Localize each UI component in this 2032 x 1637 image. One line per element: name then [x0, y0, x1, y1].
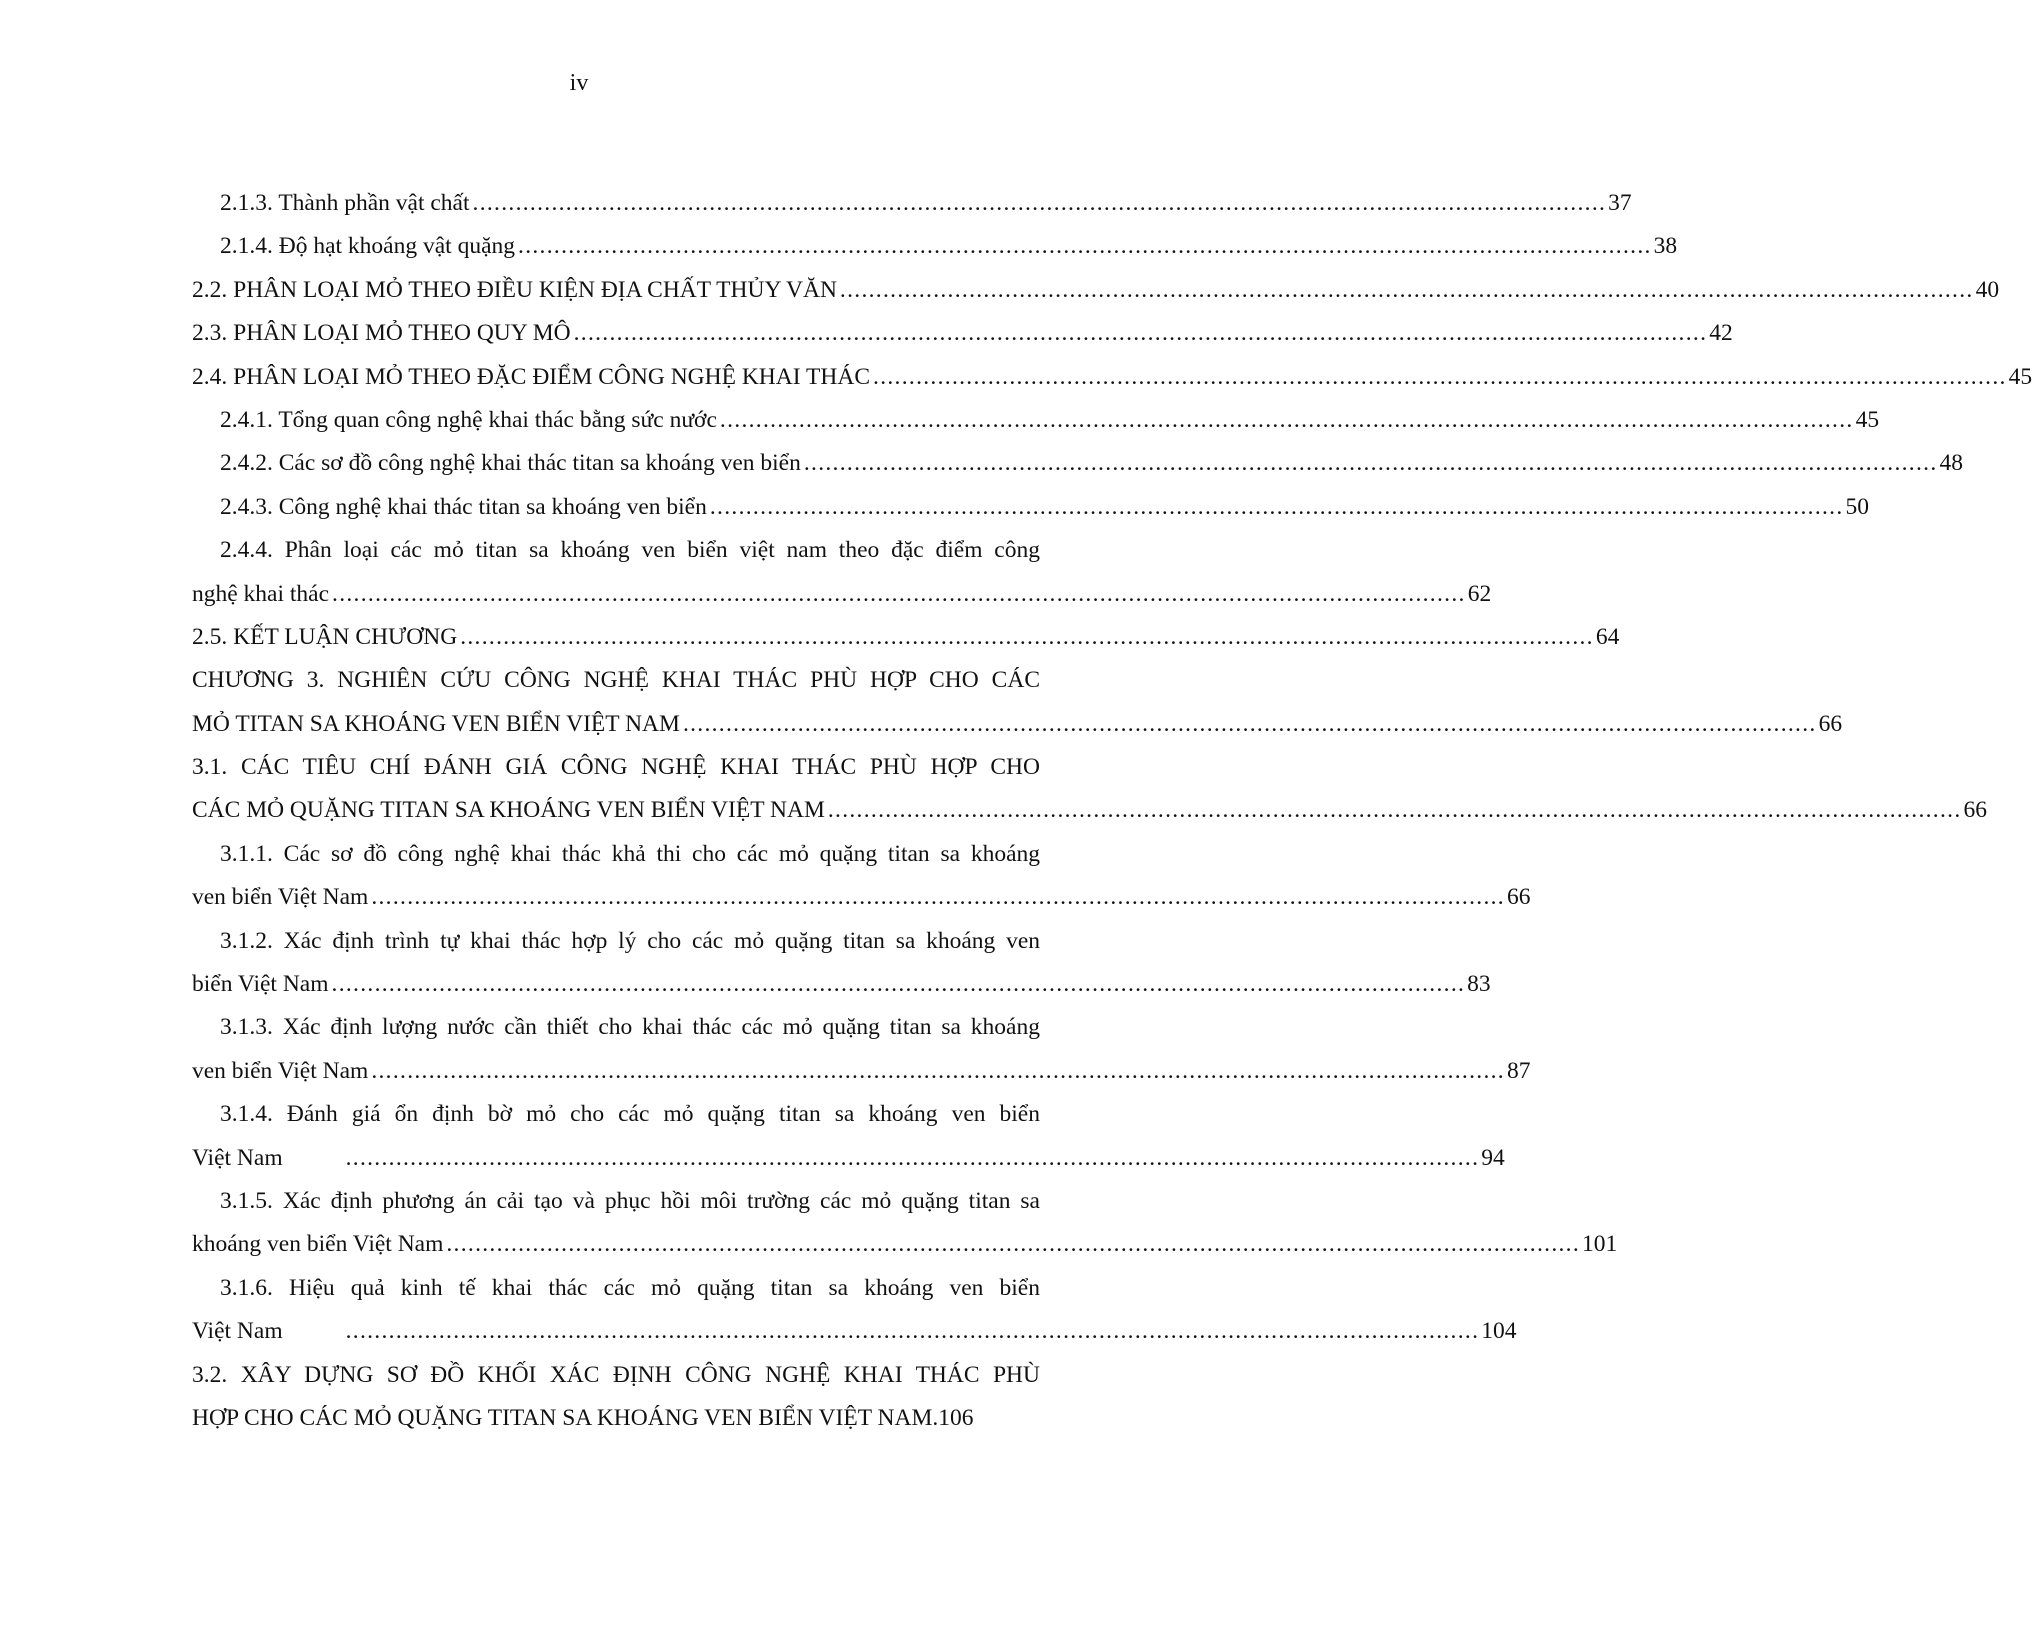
toc-entry-label: khoáng ven biển Việt Nam — [192, 1231, 444, 1258]
toc-entry-first-line[interactable]: 3.1.4. Đánh giá ổn định bờ mỏ cho các mỏ quặng titan sa khoáng ven biển — [220, 1101, 1040, 1128]
toc-entry-label: nghệ khai thác — [192, 580, 330, 607]
toc-entry-page: 45 — [2008, 363, 2032, 390]
dot-leader: .............................................................................................................................................................. — [371, 884, 1505, 911]
dot-leader: .............................................................................................................................................................. — [803, 450, 1938, 477]
toc-entry-page: 37 — [1608, 190, 1632, 216]
toc-entry-label: CÁC MỎ QUẶNG TITAN SA KHOÁNG VEN BIỂN VIỆT NAM — [192, 797, 825, 824]
dot-leader: .............................................................................................................................................................. — [518, 233, 1652, 260]
toc-entry-page: 94 — [1481, 1144, 1505, 1171]
toc-entry-label: 2.3. PHÂN LOẠI MỎ THEO QUY MÔ — [192, 320, 571, 347]
toc-entry-page: 87 — [1506, 1057, 1531, 1084]
dot-leader: .............................................................................................................................................................. — [331, 971, 1466, 998]
dot-leader: .............................................................................................................................................................. — [839, 276, 1974, 303]
toc-entry-page: 48 — [1939, 450, 1964, 477]
toc-entry-page: 101 — [1582, 1231, 1618, 1258]
toc-entry-label: 2.4.1. Tổng quan công nghệ khai thác bằng sức nước — [220, 406, 717, 433]
toc-entry[interactable] — [192, 573, 1492, 616]
toc-entry-page: 66 — [1963, 797, 1988, 824]
toc-entry-page: 42 — [1709, 320, 1733, 347]
toc-entry[interactable] — [192, 399, 1880, 442]
toc-entry[interactable] — [192, 356, 2032, 399]
toc-entry-page: 64 — [1595, 623, 1620, 650]
dot-leader: .............................................................................................................................................................. — [472, 190, 1607, 216]
dot-leader: .............................................................................................................................................................. — [345, 1318, 1480, 1345]
dot-leader: .............................................................................................................................................................. — [682, 710, 1817, 737]
toc-entry-label: ven biển Việt Nam — [192, 884, 369, 911]
toc-entry-label: MỎ TITAN SA KHOÁNG VEN BIỂN VIỆT NAM — [192, 710, 680, 737]
dot-leader: .............................................................................................................................................................. — [446, 1231, 1581, 1258]
toc-entry-label: Việt Nam — [192, 1144, 283, 1171]
dot-leader: .............................................................................................................................................................. — [719, 406, 1854, 433]
toc-entry[interactable] — [192, 1137, 1505, 1180]
toc-entry[interactable] — [192, 876, 1531, 919]
toc-entry-first-line[interactable]: CHƯƠNG 3. NGHIÊN CỨU CÔNG NGHỆ KHAI THÁC PHÙ HỢP CHO CÁC — [192, 667, 1040, 694]
toc-entry-page: 66 — [1818, 710, 1843, 737]
dot-leader: .............................................................................................................................................................. — [371, 1057, 1505, 1084]
toc-entry-page: .106 — [932, 1404, 974, 1431]
toc-entry[interactable] — [192, 486, 1870, 529]
toc-entry[interactable] — [192, 182, 1632, 225]
toc-entry-first-line[interactable]: 3.2. XÂY DỰNG SƠ ĐỒ KHỐI XÁC ĐỊNH CÔNG NGHỆ KHAI THÁC PHÙ — [192, 1361, 1040, 1388]
toc-entry-page: 66 — [1506, 884, 1531, 911]
toc-entry-label: 2.2. PHÂN LOẠI MỎ THEO ĐIỀU KIỆN ĐỊA CHẤT THỦY VĂN — [192, 276, 837, 303]
dot-leader: .............................................................................................................................................................. — [332, 580, 1466, 607]
toc-entry-page: 38 — [1653, 233, 1678, 260]
toc-entry-first-line[interactable]: 3.1. CÁC TIÊU CHÍ ĐÁNH GIÁ CÔNG NGHỆ KHAI THÁC PHÙ HỢP CHO — [192, 754, 1040, 781]
toc-entry-page: 62 — [1467, 580, 1492, 607]
toc-entry-page: 83 — [1467, 971, 1491, 998]
dot-leader: .............................................................................................................................................................. — [873, 363, 2007, 390]
toc-entry-first-line[interactable]: 2.4.4. Phân loại các mỏ titan sa khoáng ven biển việt nam theo đặc điểm công — [220, 537, 1040, 564]
toc-entry-label: HỢP CHO CÁC MỎ QUẶNG TITAN SA KHOÁNG VEN BIỂN VIỆT NAM — [192, 1404, 933, 1431]
toc-entry[interactable] — [192, 963, 1491, 1006]
dot-leader: .............................................................................................................................................................. — [573, 320, 1708, 347]
toc-entry-first-line[interactable]: 3.1.3. Xác định lượng nước cần thiết cho khai thác các mỏ quặng titan sa khoáng — [220, 1014, 1040, 1041]
toc-entry-label: 2.1.4. Độ hạt khoáng vật quặng — [220, 233, 516, 260]
toc-entry[interactable] — [192, 225, 1678, 268]
dot-leader: .............................................................................................................................................................. — [460, 623, 1594, 650]
dot-leader: .............................................................................................................................................................. — [827, 797, 1962, 824]
toc-entry-first-line[interactable]: 3.1.1. Các sơ đồ công nghệ khai thác khả thi cho các mỏ quặng titan sa khoáng — [220, 840, 1040, 867]
toc-entry-label: 2.1.3. Thành phần vật chất — [220, 190, 470, 216]
toc-entry[interactable] — [192, 703, 1843, 746]
toc-entry[interactable] — [192, 616, 1620, 659]
toc-entry-page: 45 — [1855, 406, 1880, 433]
toc-entry[interactable] — [192, 1223, 1618, 1266]
dot-leader: .............................................................................................................................................................. — [709, 493, 1844, 520]
toc-entry-label: 2.4.2. Các sơ đồ công nghệ khai thác titan sa khoáng ven biển — [220, 450, 801, 477]
dot-leader: .............................................................................................................................................................. — [345, 1144, 1480, 1171]
toc-entry-label: 2.5. KẾT LUẬN CHƯƠNG — [192, 623, 458, 650]
toc-entry[interactable] — [192, 1050, 1531, 1093]
toc-entry-first-line[interactable]: 3.1.6. Hiệu quả kinh tế khai thác các mỏ quặng titan sa khoáng ven biển — [220, 1274, 1040, 1301]
table-of-contents — [192, 182, 2032, 1440]
toc-entry-label: biển Việt Nam — [192, 971, 329, 998]
toc-entry[interactable] — [192, 312, 1733, 355]
toc-entry-page: 40 — [1975, 276, 2000, 303]
toc-entry[interactable] — [192, 1397, 1040, 1440]
toc-entry-page: 50 — [1845, 493, 1870, 520]
toc-entry[interactable] — [192, 269, 2000, 312]
toc-entry-first-line[interactable]: 3.1.2. Xác định trình tự khai thác hợp lý cho các mỏ quặng titan sa khoáng ven — [220, 927, 1040, 954]
toc-entry[interactable] — [192, 442, 1964, 485]
page-number: iv — [569, 70, 589, 96]
toc-entry[interactable] — [192, 1310, 1517, 1353]
toc-entry-label: Việt Nam — [192, 1318, 283, 1345]
toc-entry[interactable] — [192, 789, 1988, 832]
toc-entry-label: 2.4.3. Công nghệ khai thác titan sa khoáng ven biển — [220, 493, 707, 520]
toc-entry-label: 2.4. PHÂN LOẠI MỎ THEO ĐẶC ĐIỂM CÔNG NGHỆ KHAI THÁC — [192, 363, 871, 390]
toc-entry-label: ven biển Việt Nam — [192, 1057, 369, 1084]
toc-entry-first-line[interactable]: 3.1.5. Xác định phương án cải tạo và phục hồi môi trường các mỏ quặng titan sa — [220, 1187, 1040, 1214]
toc-entry-page: 104 — [1481, 1318, 1517, 1345]
